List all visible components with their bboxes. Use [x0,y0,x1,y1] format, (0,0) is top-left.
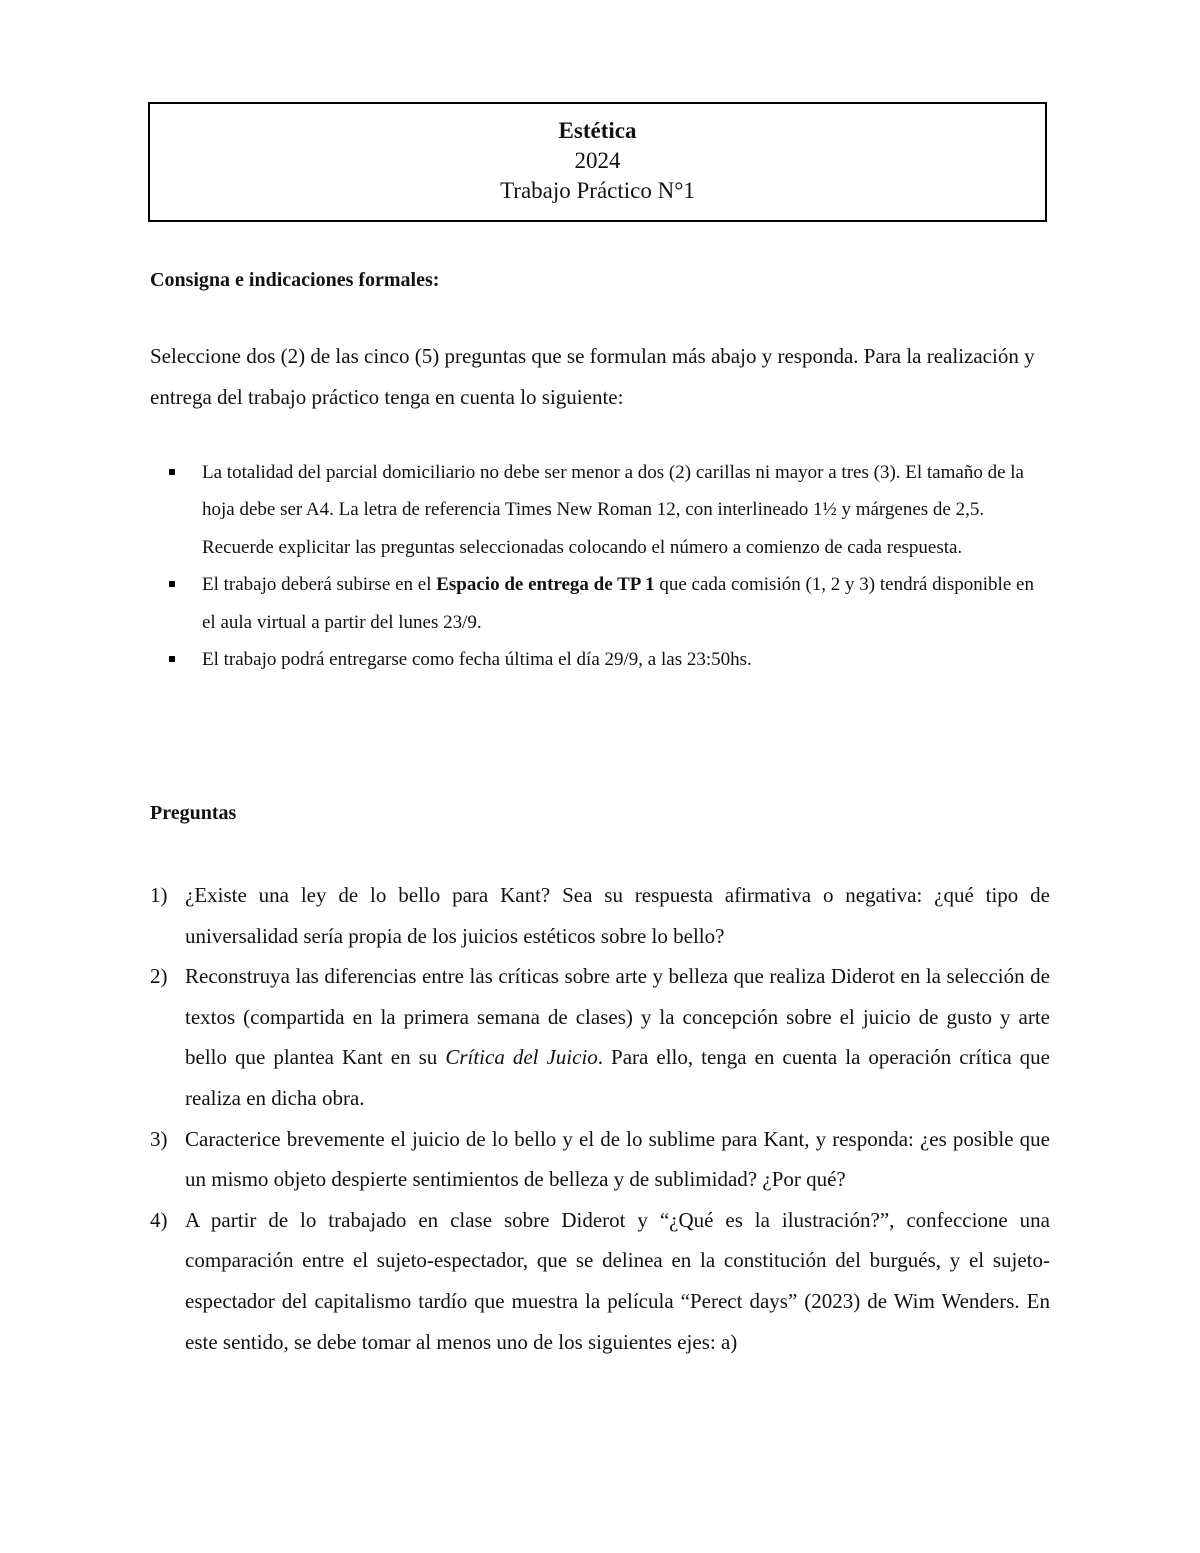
instruction-item [150,641,1034,678]
book-title: Crítica del Juicio [445,1045,598,1070]
instruction-text-after: que cada comisión (1, 2 y 3) tendrá disponible en el aula virtual a partir del lunes 23/9. [202,574,1034,633]
question-number: 4) [150,1207,168,1232]
question-item [150,875,1050,956]
instruction-text: La totalidad del parcial domiciliario no debe ser menor a dos (2) carillas ni mayor a tres (3). El tamaño de la hoja debe ser A4. La letra de referencia Times New Roman 12, con interlineado 1½ y márgenes de 2,5. Recuerde explicitar las preguntas seleccionadas colocando el número a comienzo de cada respuesta. [202,462,1024,558]
question-item [150,1119,1050,1200]
question-text-after: . Para ello, tenga en cuenta la operación crítica que realiza en dicha obra. [185,1045,1050,1110]
instruction-text: El trabajo podrá entregarse como fecha última el día 29/9, a las 23:50hs. [202,649,752,671]
consigna-intro: Seleccione dos (2) de las cinco (5) preguntas que se formulan más abajo y responda. Para la realización y entrega del trabajo práctico tenga en cuenta lo siguiente: [150,344,1035,409]
preguntas-heading: Preguntas [150,802,237,824]
question-text: Caracterice brevemente el juicio de lo bello y el de lo sublime para Kant, y responda: ¿es posible que un mismo objeto despierte sentimientos de belleza y de sublimidad? ¿Por qué? [185,1126,1050,1192]
title-box [148,102,1047,222]
question-number: 2) [150,964,168,989]
questions-list [150,875,1050,1362]
year-label: 2024 [574,148,621,173]
square-bullet-icon [169,656,175,662]
question-text: ¿Existe una ley de lo bello para Kant? Sea su respuesta afirmativa o negativa: ¿qué tipo de universalidad sería propia de los juicios estéticos sobre lo bello? [185,883,1050,948]
instruction-item [150,566,1034,641]
question-item [150,956,1050,1118]
instruction-text-before: El trabajo deberá subirse en el [202,574,437,596]
square-bullet-icon [169,581,175,587]
subject-title: Estética [558,118,637,143]
question-item [150,1200,1050,1362]
instruction-item [150,454,1034,566]
instructions-list [150,454,1034,678]
instruction-bold-text: Espacio de entrega de TP 1 [436,574,655,596]
question-number: 1) [150,883,168,907]
question-text: A partir de lo trabajado en clase sobre Diderot y “¿Qué es la ilustración?”, confeccione una comparación entre el sujeto-espectador, que se delinea en la constitución del burgués, y el sujeto-espectador del capitalismo tardío que muestra la película “Perect days” (2023) de Wim Wenders. En este sentido, se debe tomar al menos uno de los siguientes ejes: a) [185,1207,1050,1354]
square-bullet-icon [169,469,175,475]
question-number: 3) [150,1126,168,1151]
assignment-title: Trabajo Práctico N°1 [500,178,695,203]
consigna-heading: Consigna e indicaciones formales: [150,269,440,291]
question-text-before: Reconstruya las diferencias entre las críticas sobre arte y belleza que realiza Diderot en la selección de textos (compartida en la primera semana de clases) y la concepción sobre el juicio de gusto y arte bello que plantea Kant en su [185,964,1050,1070]
